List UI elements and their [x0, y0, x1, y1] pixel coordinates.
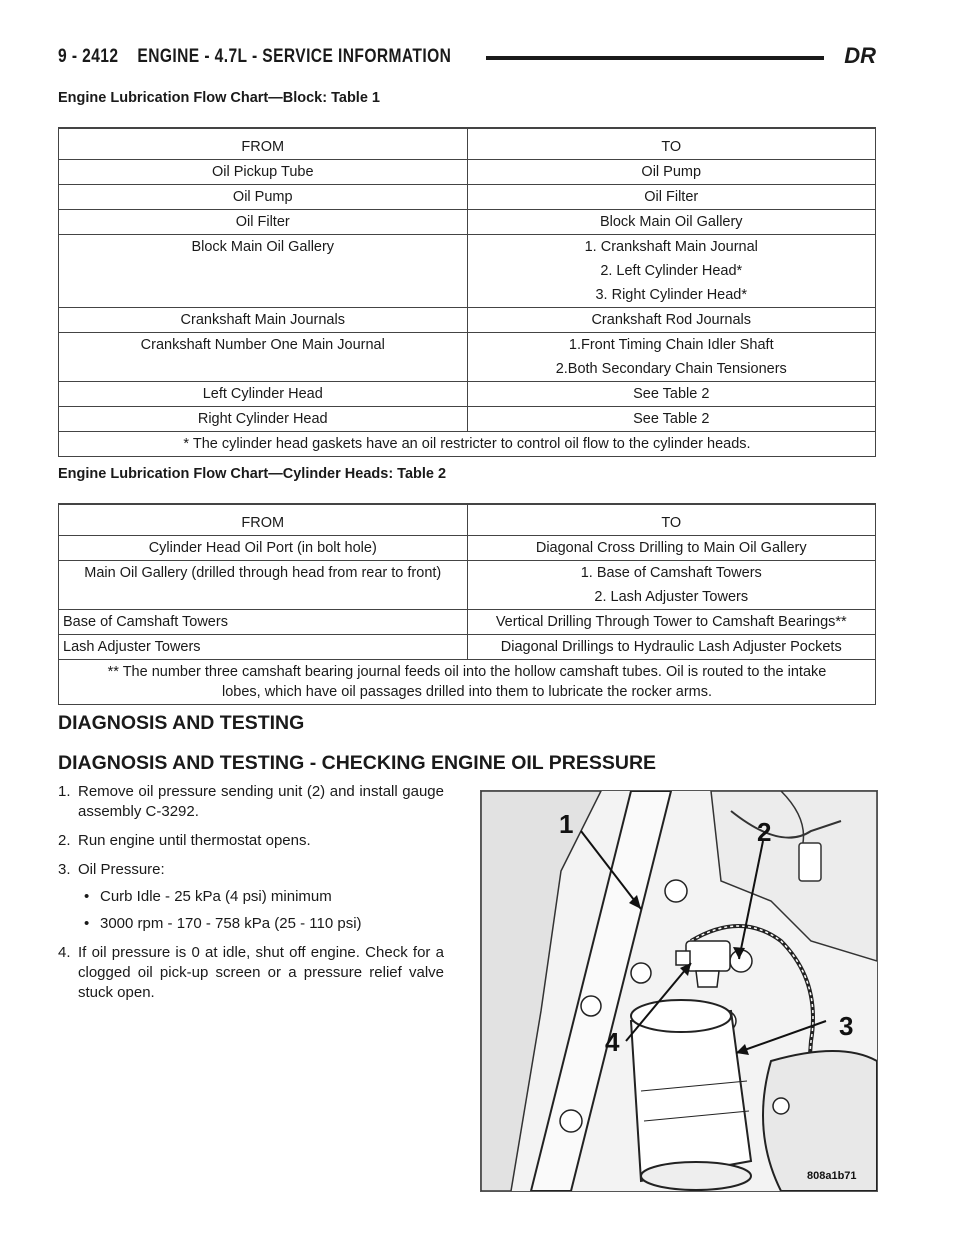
from-cell: Main Oil Gallery (drilled through head from rear to front) — [59, 561, 468, 610]
step-text: Remove oil pressure sending unit (2) and install gauge assembly C-3292. — [78, 783, 444, 820]
to-line: Crankshaft Rod Journals — [591, 312, 752, 328]
bullet-dot-icon: • — [84, 915, 90, 932]
table-row — [59, 333, 876, 382]
to-line: Diagonal Drillings to Hydraulic Lash Adjuster Pockets — [500, 639, 842, 655]
to-cell — [467, 308, 876, 333]
to-line: 3. Right Cylinder Head* — [595, 287, 748, 303]
callout-3: 3 — [839, 1011, 854, 1041]
from-cell: Base of Camshaft Towers — [59, 610, 468, 635]
from-cell: Oil Pump — [59, 185, 468, 210]
callout-2: 2 — [757, 817, 772, 847]
figure-id: 808a1b71 — [807, 1170, 857, 1182]
table1-header-row — [59, 128, 876, 160]
to-line: 2. Left Cylinder Head* — [600, 263, 743, 279]
engine-illustration — [481, 791, 877, 1191]
to-cell — [467, 185, 876, 210]
to-cell — [467, 333, 876, 382]
to-line: Vertical Drilling Through Tower to Camshaft Bearings** — [495, 614, 847, 630]
table-row — [59, 635, 876, 660]
table1-caption: Engine Lubrication Flow Chart—Block: Table 1 — [58, 90, 380, 106]
table-row — [59, 235, 876, 308]
step-number: 2. — [58, 832, 71, 849]
note-line: ** The number three camshaft bearing journal feeds oil into the hollow camshaft tubes. Oil is routed to the intake — [107, 664, 827, 680]
table-row — [59, 308, 876, 333]
table-row — [59, 185, 876, 210]
page-header — [58, 42, 876, 78]
to-line: 1. Crankshaft Main Journal — [584, 239, 758, 255]
section-heading: DIAGNOSIS AND TESTING — [58, 712, 305, 734]
to-cell — [467, 561, 876, 610]
header-rule — [486, 56, 824, 60]
step-item — [58, 860, 444, 880]
to-line: Oil Pump — [641, 164, 702, 180]
procedure-steps — [58, 782, 444, 1012]
from-cell: Left Cylinder Head — [59, 382, 468, 407]
step-item — [58, 782, 444, 822]
table-row — [59, 382, 876, 407]
table1-header-from: FROM — [59, 128, 468, 160]
section-subheading: DIAGNOSIS AND TESTING - CHECKING ENGINE OIL PRESSURE — [58, 752, 657, 774]
step-number: 1. — [58, 783, 71, 800]
bullet-text: 3000 rpm - 170 - 758 kPa (25 - 110 psi) — [100, 915, 362, 932]
model-code: DR — [844, 43, 876, 68]
table-row — [59, 210, 876, 235]
bullet-text: Curb Idle - 25 kPa (4 psi) minimum — [100, 888, 332, 905]
to-cell — [467, 635, 876, 660]
to-cell — [467, 210, 876, 235]
from-cell: Block Main Oil Gallery — [59, 235, 468, 308]
table-row — [59, 160, 876, 185]
engine-oil-pressure-figure — [480, 790, 878, 1192]
to-cell — [467, 382, 876, 407]
from-cell: Crankshaft Number One Main Journal — [59, 333, 468, 382]
bullet-dot-icon: • — [84, 888, 90, 905]
to-line: 2.Both Secondary Chain Tensioners — [555, 361, 787, 377]
bullet-item — [58, 914, 444, 934]
to-line: 2. Lash Adjuster Towers — [594, 589, 749, 605]
table-row — [59, 536, 876, 561]
bullet-item — [58, 887, 444, 907]
to-cell — [467, 160, 876, 185]
from-cell: Oil Pickup Tube — [59, 160, 468, 185]
from-cell: Oil Filter — [59, 210, 468, 235]
to-line: See Table 2 — [633, 411, 710, 427]
table2 — [58, 503, 876, 705]
from-cell: Crankshaft Main Journals — [59, 308, 468, 333]
table1-header-to: TO — [467, 128, 876, 160]
to-cell — [467, 407, 876, 432]
step-text: Run engine until thermostat opens. — [78, 832, 311, 849]
page-title: 9 - 2412 ENGINE - 4.7L - SERVICE INFORMATION — [58, 46, 452, 67]
step-number: 4. — [58, 944, 71, 961]
to-cell — [467, 235, 876, 308]
table2-caption: Engine Lubrication Flow Chart—Cylinder Heads: Table 2 — [58, 466, 447, 482]
to-line: 1.Front Timing Chain Idler Shaft — [568, 337, 774, 353]
from-cell: Right Cylinder Head — [59, 407, 468, 432]
table-row — [59, 407, 876, 432]
to-line: Diagonal Cross Drilling to Main Oil Gallery — [535, 540, 807, 556]
table2-header-to: TO — [467, 504, 876, 536]
to-line: See Table 2 — [633, 386, 710, 402]
step-text: Oil Pressure: — [78, 861, 165, 878]
table2-header-from: FROM — [59, 504, 468, 536]
note-line: lobes, which have oil passages drilled into them to lubricate the rocker arms. — [221, 684, 713, 700]
to-cell — [467, 536, 876, 561]
to-line: 1. Base of Camshaft Towers — [580, 565, 762, 581]
table1-note: * The cylinder head gaskets have an oil restricter to control oil flow to the cylinder heads. — [59, 432, 876, 457]
step-item — [58, 831, 444, 851]
to-line: Oil Filter — [644, 189, 699, 205]
table-row — [59, 561, 876, 610]
table1-note-row — [59, 432, 876, 457]
step-item — [58, 943, 444, 1003]
table2-note — [59, 660, 876, 705]
to-cell — [467, 610, 876, 635]
to-line: Block Main Oil Gallery — [599, 214, 743, 230]
step-number: 3. — [58, 861, 71, 878]
callout-4: 4 — [605, 1027, 620, 1057]
table-row — [59, 610, 876, 635]
table2-note-row — [59, 660, 876, 705]
callout-1: 1 — [559, 809, 574, 839]
table1 — [58, 127, 876, 457]
from-cell: Cylinder Head Oil Port (in bolt hole) — [59, 536, 468, 561]
table2-header-row — [59, 504, 876, 536]
step-text: If oil pressure is 0 at idle, shut off engine. Check for a clogged oil pick-up screen or a pressure relief valve stuck open. — [78, 944, 444, 1001]
from-cell: Lash Adjuster Towers — [59, 635, 468, 660]
